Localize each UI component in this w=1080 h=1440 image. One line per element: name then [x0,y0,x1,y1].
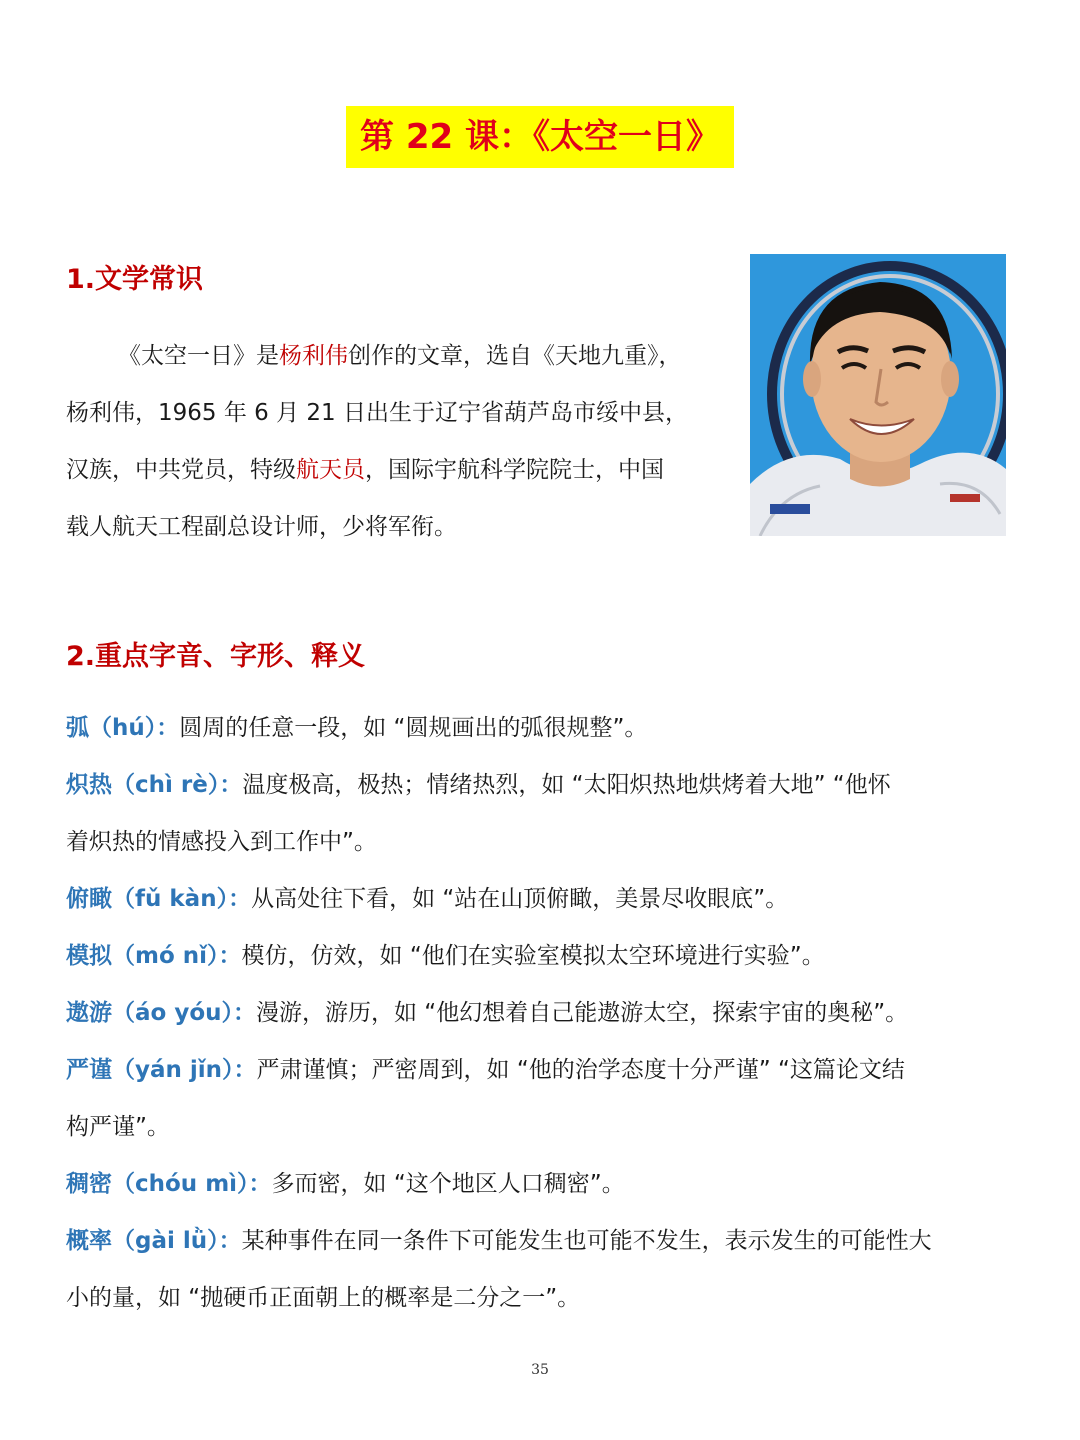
vocab-term: 弧（hú）： [66,715,180,741]
vocab-entry [66,700,1026,757]
vocab-definition: 从高处往下看，如 “站在山顶俯瞰，美景尽收眼底”。 [251,886,789,912]
vocab-line: 构严谨”。 [66,1114,170,1140]
vocab-entry [66,928,1026,985]
vocab-definition: 某种事件在同一条件下可能发生也可能不发生，表示发生的可能性大 [241,1228,932,1254]
intro-line [66,328,736,385]
vocab-term: 模拟（mó nǐ）： [66,943,242,969]
vocabulary-list [66,700,1026,1327]
intro-text: 载人航天工程副总设计师，少将军衔。 [66,514,457,540]
vocab-line [66,1042,1026,1099]
vocab-term: 严谨（yán jǐn）： [66,1057,257,1083]
vocab-line [66,871,1026,928]
vocab-definition: 圆周的任意一段，如 “圆规画出的弧很规整”。 [179,715,648,741]
highlight-astronaut: 航天员 [296,457,365,483]
vocab-entry [66,1213,1026,1327]
vocab-line [66,700,1026,757]
vocab-line [66,985,1026,1042]
vocab-line: 着炽热的情感投入到工作中”。 [66,829,377,855]
vocab-line [66,1213,1026,1270]
vocab-term: 遨游（áo yóu）： [66,1000,256,1026]
intro-paragraph [66,328,736,556]
vocab-definition: 多而密，如 “这个地区人口稠密”。 [271,1171,625,1197]
vocab-term: 概率（gài lǜ）： [66,1228,242,1254]
intro-text: ，国际宇航科学院院士，中国 [365,457,664,483]
page-title: 第 22 课：《太空一日》 [346,106,734,168]
page-number: 35 [531,1362,549,1378]
vocab-definition: 严肃谨慎；严密周到，如 “他的治学态度十分严谨” “这篇论文结 [256,1057,905,1083]
section-heading-literary-knowledge: 1.文学常识 [66,264,204,295]
intro-line [66,385,736,442]
vocab-entry [66,985,1026,1042]
astronaut-portrait [750,254,1006,536]
vocab-definition: 温度极高，极热；情绪热烈，如 “太阳炽热地烘烤着大地” “他怀 [242,772,891,798]
vocab-definition: 漫游，游历，如 “他幻想着自己能遨游太空，探索宇宙的奥秘”。 [256,1000,909,1026]
vocab-entry [66,757,1026,871]
vocab-term: 稠密（chóu mì）： [66,1171,272,1197]
section-heading-key-words: 2.重点字音、字形、释义 [66,641,366,672]
vocab-term: 炽热（chì rè）： [66,772,243,798]
intro-text: 创作的文章，选自《天地九重》， [348,343,682,369]
intro-line [66,442,736,499]
intro-text: 杨利伟，1965 年 6 月 21 日出生于辽宁省葫芦岛市绥中县， [66,400,688,426]
highlight-author-name: 杨利伟 [279,343,348,369]
vocab-entry [66,1042,1026,1156]
vocab-definition: 模仿，仿效，如 “他们在实验室模拟太空环境进行实验”。 [241,943,825,969]
vocab-line: 小的量，如 “抛硬币正面朝上的概率是二分之一”。 [66,1285,581,1311]
vocab-line [66,928,1026,985]
vocab-line [66,757,1026,814]
intro-text: 《太空一日》是 [118,343,279,369]
title-wrap [0,106,1080,168]
astronaut-portrait-illustration [750,254,1006,536]
vocab-line [66,1156,1026,1213]
intro-text: 汉族，中共党员，特级 [66,457,296,483]
vocab-entry [66,871,1026,928]
vocab-term: 俯瞰（fǔ kàn）： [66,886,252,912]
intro-line [66,499,736,556]
vocab-entry [66,1156,1026,1213]
